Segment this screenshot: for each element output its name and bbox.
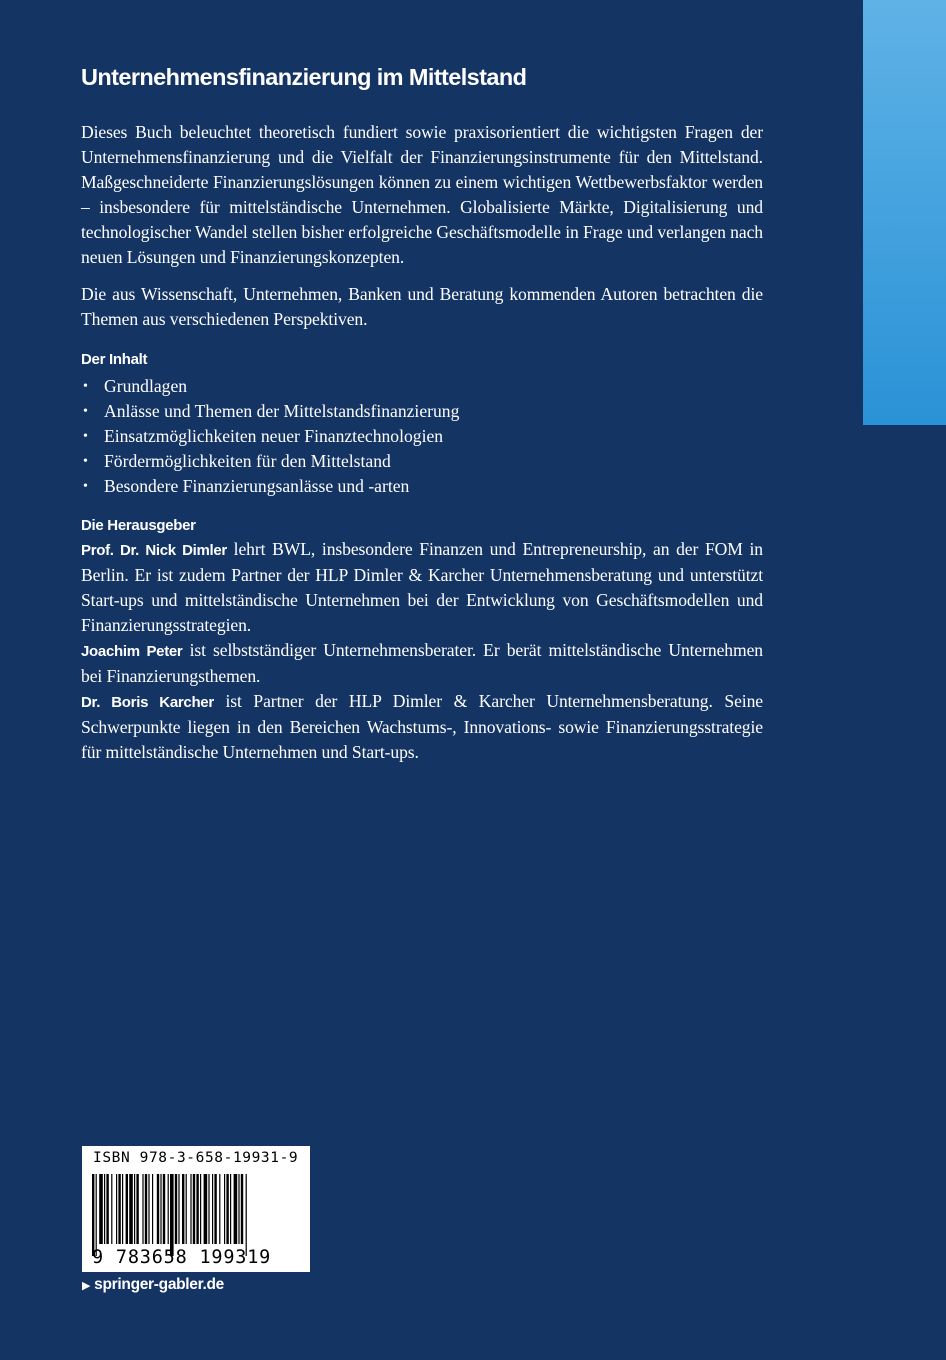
list-item-label: Einsatzmöglichkeiten neuer Finanztechnologien — [104, 426, 444, 446]
barcode-bars — [90, 1174, 302, 1256]
editor-bio-dimler — [81, 537, 763, 638]
editor-text: ist selbstständiger Unternehmensberater. Er berät mittelständische Unternehmen bei Finanzierungsthemen. — [81, 640, 763, 686]
editor-bio-karcher — [81, 689, 763, 765]
bullet-icon: • — [83, 479, 88, 494]
contents-list — [81, 374, 763, 499]
isbn-label: ISBN 978-3-658-19931-9 — [93, 1150, 299, 1166]
list-item — [81, 474, 763, 499]
list-item — [81, 374, 763, 399]
list-item-label: Fördermöglichkeiten für den Mittelstand — [104, 451, 391, 471]
publisher-url: springer-gabler.de — [94, 1276, 225, 1293]
list-item-label: Besondere Finanzierungsanlässe und -arten — [104, 476, 410, 496]
bullet-icon: • — [83, 379, 88, 394]
editor-text: lehrt BWL, insbesondere Finanzen und Entrepreneurship, an der FOM in Berlin. Er ist zudem Partner der HLP Dimler & Karcher Unternehmensberatung und unterstützt Start-ups und mittelständische Unternehmen bei der Entwicklung von Geschäftsmodellen und Finanzierungsstrategien. — [81, 539, 763, 635]
list-item — [81, 424, 763, 449]
editor-text: ist Partner der HLP Dimler & Karcher Unternehmensberatung. Seine Schwerpunkte liegen in den Bereichen Wachstums-, Innovations- sowie Finanzierungsstrategie für mittelständische Unternehmen und Start-ups. — [81, 691, 763, 762]
editors-heading: Die Herausgeber — [81, 517, 196, 534]
list-item-label: Anlässe und Themen der Mittelstandsfinanzierung — [104, 401, 460, 421]
authors-paragraph: Die aus Wissenschaft, Unternehmen, Banken und Beratung kommenden Autoren betrachten die Themen aus verschiedenen Perspektiven. — [81, 284, 763, 329]
list-item-label: Grundlagen — [104, 376, 188, 396]
accent-bar — [863, 0, 946, 425]
contents-heading: Der Inhalt — [81, 351, 148, 368]
bullet-icon: • — [83, 429, 88, 444]
publisher-link[interactable] — [82, 1276, 224, 1294]
back-cover-content — [81, 60, 763, 765]
editor-name: Prof. Dr. Nick Dimler — [81, 542, 227, 559]
editor-name: Dr. Boris Karcher — [81, 694, 214, 711]
bullet-icon: • — [83, 454, 88, 469]
isbn-digits: 9 783658 199319 — [92, 1247, 272, 1268]
list-item — [81, 449, 763, 474]
intro-paragraph: Dieses Buch beleuchtet theoretisch fundiert sowie praxisorientiert die wichtigsten Fragen der Unternehmensfinanzierung und die Vielfalt der Finanzierungsinstrumente für den Mittelstand. Maßgeschneiderte Finanzierungslösungen können zu einem wichtigen Wettbewerbsfaktor werden – insbesondere für mittelständische Unternehmen. Globalisierte Märkte, Digitalisierung und technologischer Wandel stellen bisher erfolgreiche Geschäftsmodelle in Frage und verlangen nach neuen Lösungen und Finanzierungskonzepten. — [81, 122, 763, 267]
editor-name: Joachim Peter — [81, 643, 183, 660]
book-title: Unternehmensfinanzierung im Mittelstand — [81, 64, 527, 90]
editor-bio-peter — [81, 638, 763, 689]
list-item — [81, 399, 763, 424]
arrow-right-icon: ▶ — [82, 1279, 91, 1292]
isbn-barcode — [82, 1146, 310, 1272]
bullet-icon: • — [83, 404, 88, 419]
